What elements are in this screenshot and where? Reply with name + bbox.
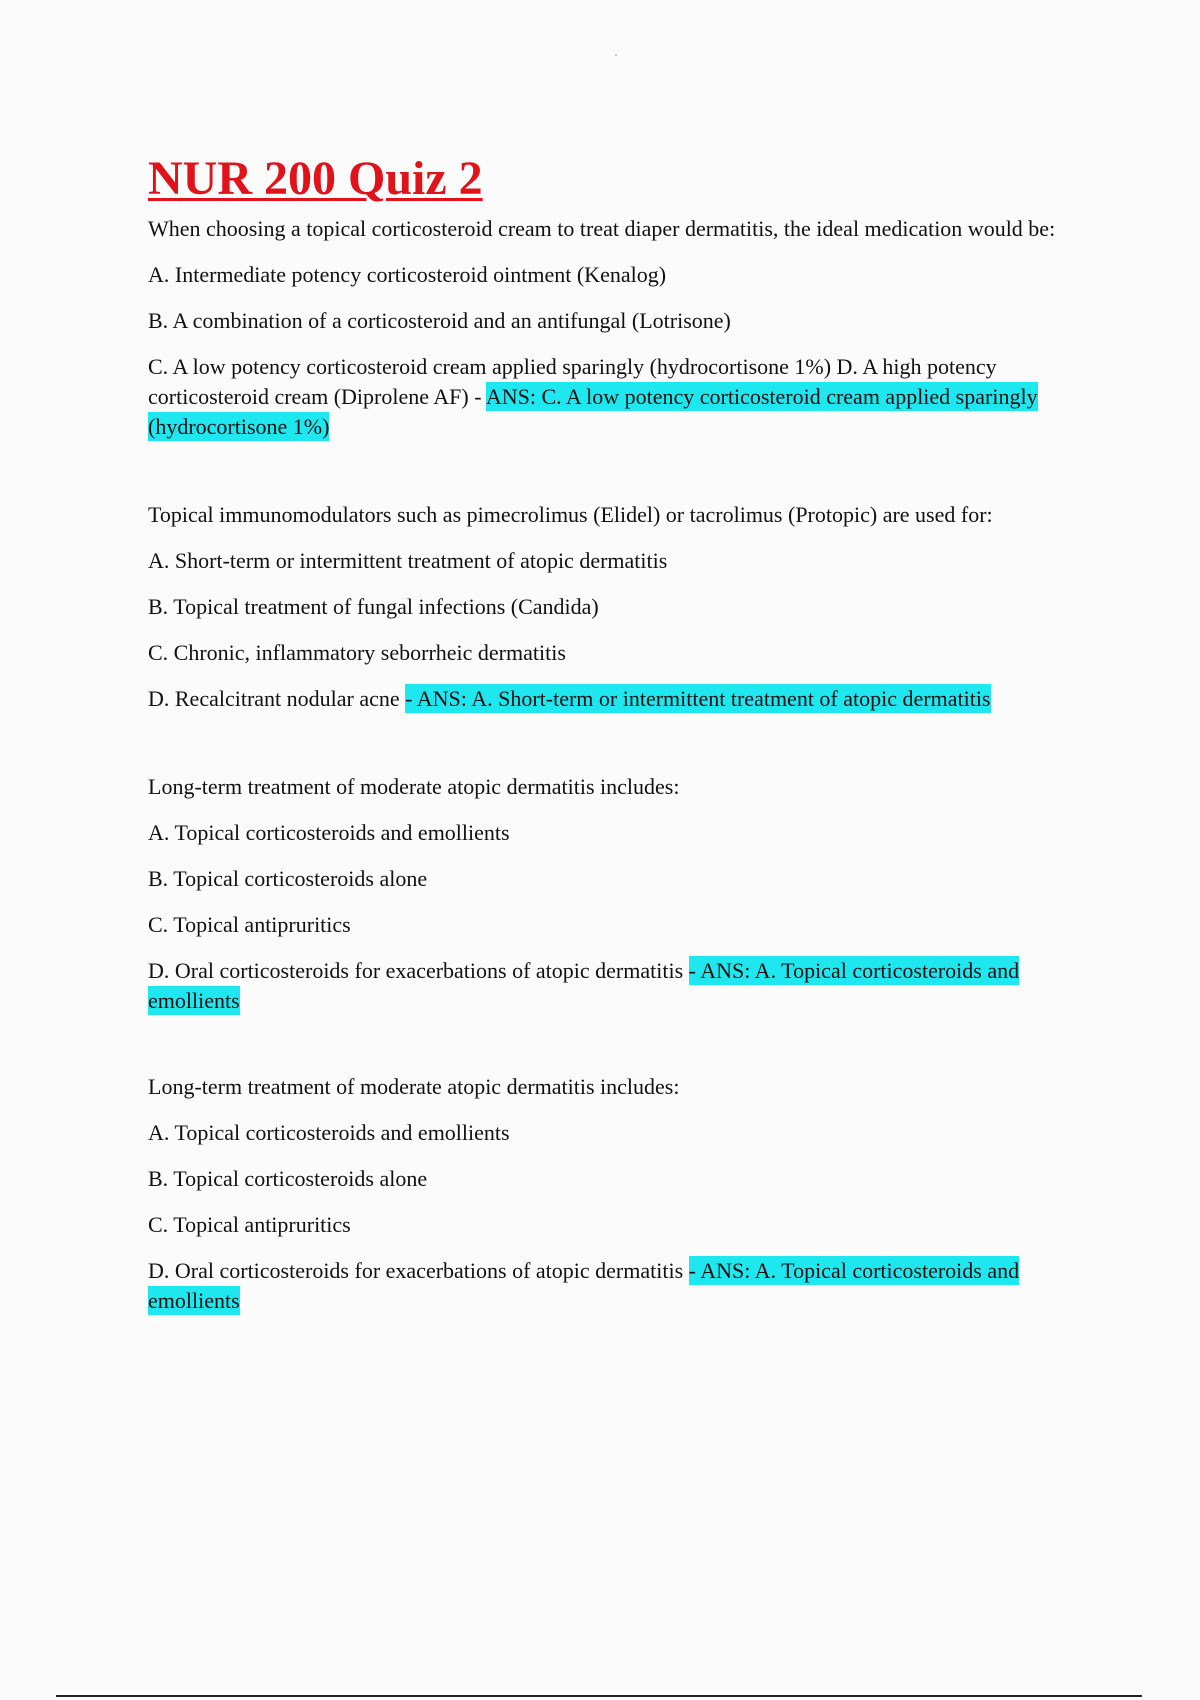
answer-highlight: ANS: C. A low potency corticosteroid cream applied sparingly (hydrocortisone 1%) <box>148 384 1038 439</box>
answer-option: A. Topical corticosteroids and emollients <box>148 820 510 845</box>
spacer <box>148 1032 1088 1072</box>
answer-option-with-answer <box>148 956 1088 1016</box>
question-block <box>148 1072 1088 1316</box>
question-stem: Long-term treatment of moderate atopic dermatitis includes: <box>148 774 680 799</box>
spacer <box>148 458 1088 500</box>
answer-option: C. Topical antipruritics <box>148 1212 351 1237</box>
spacer <box>148 730 1088 772</box>
answer-option: A. Intermediate potency corticosteroid ointment (Kenalog) <box>148 262 667 287</box>
answer-highlight: - ANS: A. Topical corticosteroids and emollients <box>148 958 1020 1013</box>
answer-option: B. Topical treatment of fungal infections (Candida) <box>148 594 599 619</box>
answer-highlight: - ANS: A. Topical corticosteroids and emollients <box>148 1258 1020 1313</box>
bottom-rule <box>56 1695 1142 1697</box>
question-block <box>148 500 1088 714</box>
answer-option: A. Topical corticosteroids and emollients <box>148 1120 510 1145</box>
document-title: NUR 200 Quiz 2 <box>148 152 483 205</box>
option-text: D. Recalcitrant nodular acne <box>148 686 406 711</box>
answer-option: A. Short-term or intermittent treatment of atopic dermatitis <box>148 548 668 573</box>
answer-highlight: - ANS: A. Short-term or intermittent treatment of atopic dermatitis <box>405 686 991 711</box>
question-stem: Long-term treatment of moderate atopic dermatitis includes: <box>148 1074 680 1099</box>
option-text: D. Oral corticosteroids for exacerbations of atopic dermatitis <box>148 958 689 983</box>
answer-option-with-answer <box>148 352 1088 442</box>
option-text: C. A low potency corticosteroid cream applied sparingly (hydrocortisone 1%) D. A high potency corticosteroid cream (Diprolene AF) - <box>148 354 997 409</box>
document-content <box>148 150 1088 1332</box>
answer-option: B. Topical corticosteroids alone <box>148 866 428 891</box>
option-text: D. Oral corticosteroids for exacerbations of atopic dermatitis <box>148 1258 689 1283</box>
answer-option: B. Topical corticosteroids alone <box>148 1166 428 1191</box>
answer-option: C. Topical antipruritics <box>148 912 351 937</box>
question-stem: When choosing a topical corticosteroid cream to treat diaper dermatitis, the ideal medication would be: <box>148 216 1056 241</box>
answer-option: B. A combination of a corticosteroid and an antifungal (Lotrisone) <box>148 308 731 333</box>
question-stem: Topical immunomodulators such as pimecrolimus (Elidel) or tacrolimus (Protopic) are used for: <box>148 502 993 527</box>
scan-speck <box>615 54 617 56</box>
question-block <box>148 214 1088 442</box>
answer-option: C. Chronic, inflammatory seborrheic dermatitis <box>148 640 566 665</box>
answer-option-with-answer <box>148 684 1088 714</box>
answer-option-with-answer <box>148 1256 1088 1316</box>
question-block <box>148 772 1088 1016</box>
